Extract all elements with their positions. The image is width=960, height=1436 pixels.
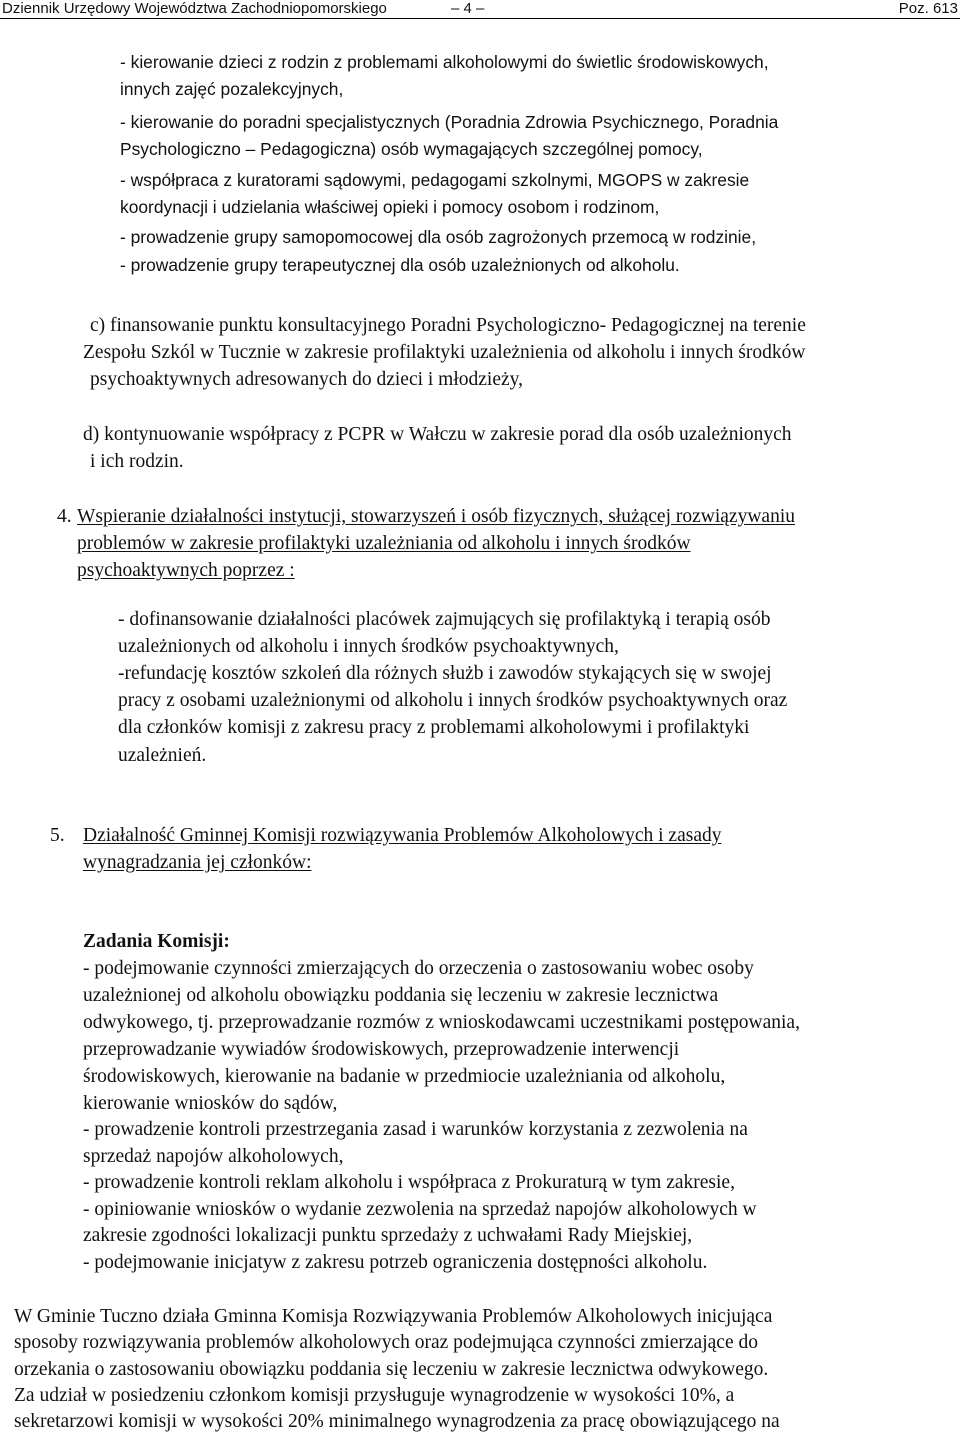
text-line: zakresie zgodności lokalizacji punktu sprzedaży z uchwałami Rady Miejskiej, <box>83 1225 693 1246</box>
text-line: koordynacji i udzielania właściwej opieki i pomocy osobom i rodzinom, <box>120 197 660 217</box>
section-5-number: 5. <box>50 825 65 846</box>
text-line: W Gminie Tuczno działa Gminna Komisja Rozwiązywania Problemów Alkoholowych inicjująca <box>14 1306 773 1327</box>
section-4-heading: Wspieranie działalności instytucji, stowarzyszeń i osób fizycznych, służącej rozwiązywaniu <box>77 506 795 527</box>
text-line: odwykowego, tj. przeprowadzanie rozmów z wnioskodawcami uczestnikami postępowania, <box>83 1012 800 1033</box>
text-line: innych zajęć pozalekcyjnych, <box>120 79 344 99</box>
text-line: - prowadzenie grupy samopomocowej dla osób zagrożonych przemocą w rodzinie, <box>120 227 757 247</box>
text-line: środowiskowych, kierowanie na badanie w przedmiocie uzależniania od alkoholu, <box>83 1066 726 1087</box>
text-line: kierowanie wniosków do sądów, <box>83 1093 338 1114</box>
section-5-heading: Działalność Gminnej Komisji rozwiązywania Problemów Alkoholowych i zasady <box>83 825 722 846</box>
text-line: - podejmowanie inicjatyw z zakresu potrzeb ograniczenia dostępności alkoholu. <box>83 1252 708 1273</box>
text-line: uzależnionych od alkoholu i innych środków psychoaktywnych, <box>118 636 619 657</box>
text-line: Za udział w posiedzeniu członkom komisji przysługuje wynagrodzenie w wysokości 10%, a <box>14 1385 735 1406</box>
text-line: sprzedaż napojów alkoholowych, <box>83 1146 344 1167</box>
text-line: c) finansowanie punktu konsultacyjnego Poradni Psychologiczno- Pedagogicznej na terenie <box>90 315 806 336</box>
page-number: – 4 – <box>451 0 485 17</box>
text-line: Zespołu Szkól w Tucznie w zakresie profilaktyki uzależnienia od alkoholu i innych środków <box>83 342 806 363</box>
section-4-heading: problemów w zakresie profilaktyki uzależniania od alkoholu i innych środków <box>77 533 691 554</box>
text-line: orzekania o zastosowaniu obowiązku poddania się leczeniu w zakresie lecznictwa odwykowego. <box>14 1359 769 1380</box>
section-4-heading: psychoaktywnych poprzez : <box>77 560 295 581</box>
text-line: uzależnionej od alkoholu obowiązku poddania się leczeniu w zakresie lecznictwa <box>83 985 719 1006</box>
section-5-heading: wynagradzania jej członków: <box>83 852 312 873</box>
text-line: uzależnień. <box>118 745 207 766</box>
text-line: dla członków komisji z zakresu pracy z problemami alkoholowymi i profilaktyki <box>118 717 750 738</box>
text-line: sekretarzowi komisji w wysokości 20% minimalnego wynagrodzenia za pracę obowiązującego na <box>14 1411 780 1432</box>
text-line: - kierowanie dzieci z rodzin z problemami alkoholowymi do świetlic środowiskowych, <box>120 52 769 72</box>
text-line: - opiniowanie wniosków o wydanie zezwolenia na sprzedaż napojów alkoholowych w <box>83 1199 757 1220</box>
text-line: pracy z osobami uzależnionymi od alkoholu i innych środków psychoaktywnych oraz <box>118 690 788 711</box>
position-number: Poz. 613 <box>898 0 958 17</box>
text-line: - dofinansowanie działalności placówek zajmujących się profilaktyką i terapią osób <box>118 609 771 630</box>
text-line: - prowadzenie kontroli przestrzegania zasad i warunków korzystania z zezwolenia na <box>83 1119 748 1140</box>
text-line: - współpraca z kuratorami sądowymi, pedagogami szkolnymi, MGOPS w zakresie <box>120 170 750 190</box>
text-line: - prowadzenie kontroli reklam alkoholu i współpraca z Prokuraturą w tym zakresie, <box>83 1172 735 1193</box>
text-line: psychoaktywnych adresowanych do dzieci i młodzieży, <box>90 369 524 390</box>
text-line: -refundację kosztów szkoleń dla różnych służb i zawodów stykających się w swojej <box>118 663 772 684</box>
section-4-number: 4. <box>57 506 72 527</box>
text-line: d) kontynuowanie współpracy z PCPR w Wałczu w zakresie porad dla osób uzależnionych <box>83 424 792 445</box>
text-line: - prowadzenie grupy terapeutycznej dla osób uzależnionych od alkoholu. <box>120 255 680 275</box>
page-header <box>0 0 960 19</box>
text-line: sposoby rozwiązywania problemów alkoholowych oraz podejmująca czynności zmierzające do <box>14 1332 758 1353</box>
text-line: Psychologiczno – Pedagogiczna) osób wymagających szczególnej pomocy, <box>120 139 703 159</box>
text-line: - kierowanie do poradni specjalistycznych (Poradnia Zdrowia Psychicznego, Poradnia <box>120 112 779 132</box>
zadania-title: Zadania Komisji: <box>83 931 230 952</box>
text-line: - podejmowanie czynności zmierzających do orzeczenia o zastosowaniu wobec osoby <box>83 958 754 979</box>
journal-title: Dziennik Urzędowy Województwa Zachodniopomorskiego <box>2 0 387 17</box>
text-line: przeprowadzanie wywiadów środowiskowych, przeprowadzenie interwencji <box>83 1039 680 1060</box>
text-line: i ich rodzin. <box>90 451 184 472</box>
